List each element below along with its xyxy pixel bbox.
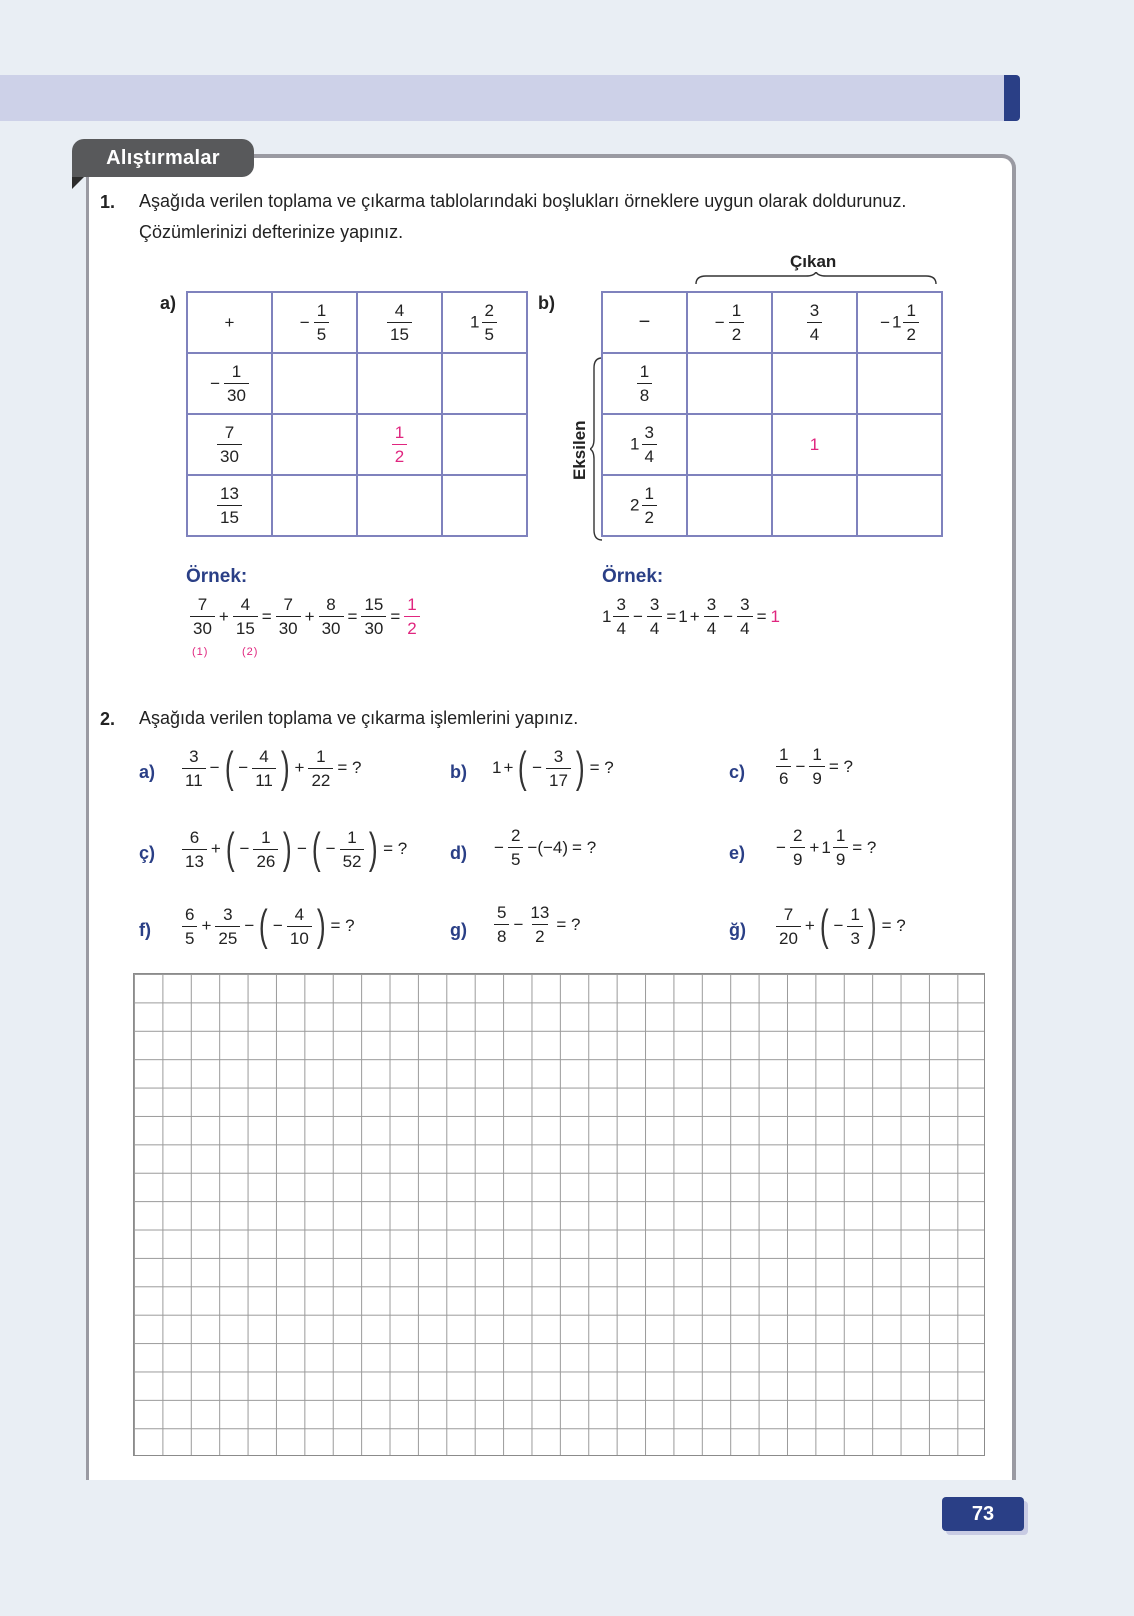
q2-label-a: a): [139, 762, 156, 782]
ornek-a-equation: 7 30 + $\frac{4}{15}$ = $\frac{7}{30}$ + $\frac{8}{30}$ = $\frac{15}{30}$ = $\frac{1}{2}$: [188, 596, 422, 637]
q1-number: 1.: [100, 192, 116, 212]
table-b-label: b): [538, 293, 555, 313]
cikan-brace: [694, 272, 938, 286]
q2-label-cedilla: ç): [139, 843, 156, 863]
table-b-cell[interactable]: [687, 353, 772, 414]
table-a-cell[interactable]: [357, 353, 442, 414]
table-b-operator: −: [602, 292, 687, 353]
q2-label-d: d): [450, 843, 467, 863]
table-b-cell[interactable]: [857, 353, 942, 414]
table-a-filled-cell: $\frac{1}{2}$: [357, 414, 442, 475]
cikan-label: Çıkan: [790, 252, 837, 271]
q2-expression-c: 1 6 − $\frac{1}{9}$ = ?: [774, 746, 855, 787]
eksilen-label: Eksilen: [570, 420, 589, 480]
table-a-row-header: − $\frac{1}{30}$: [187, 353, 272, 414]
q1-text-line1: Aşağıda verilen toplama ve çıkarma tablolarındaki boşlukları örneklere uygun olarak doldurunuz.: [139, 191, 907, 211]
ornek-a-note-2: (2): [242, 646, 259, 658]
table-b-col-header: − $\frac{1}{2}$: [687, 292, 772, 353]
ornek-b-equation: 1 3 4 − $\frac{3}{4}$ = 1 + $\frac{3}{4}$ − $\frac{3}{4}$ = 1: [602, 595, 780, 638]
table-b-cell[interactable]: [687, 475, 772, 536]
q2-label-b: b): [450, 762, 467, 782]
table-b-cell[interactable]: [772, 353, 857, 414]
table-b-row-header: $\frac{1}{8}$: [602, 353, 687, 414]
top-band-tab: [1004, 75, 1020, 121]
table-b-cell[interactable]: [857, 414, 942, 475]
table-b-cell[interactable]: [687, 414, 772, 475]
ornek-a-label: Örnek:: [186, 566, 248, 587]
table-a-operator: +: [187, 292, 272, 353]
table-a-row-header: $\frac{7}{30}$: [187, 414, 272, 475]
table-b-col-header: $\frac{3}{4}$: [772, 292, 857, 353]
q2-expression-cedilla: 6 13 + ( − $\frac{1}{26}$ ) − ( − $\frac{1}{52}$ ) = ?: [180, 827, 409, 871]
q2-expression-d: − $\frac{2}{5}$ −(−4) = ?: [494, 826, 597, 869]
section-badge: Alıştırmalar: [72, 139, 254, 177]
table-b-cell[interactable]: [857, 475, 942, 536]
table-a-cell[interactable]: [272, 475, 357, 536]
q2-label-g-breve: ğ): [729, 920, 746, 940]
top-band: [0, 75, 1005, 121]
table-a-cell[interactable]: [357, 475, 442, 536]
table-a-col-header: − $\frac{1}{5}$: [272, 292, 357, 353]
page-number: 73: [942, 1497, 1024, 1531]
graph-paper-area[interactable]: [133, 973, 985, 1456]
ornek-b-result: 1: [770, 606, 780, 626]
q2-label-c: c): [729, 762, 746, 782]
table-a-row-header: $\frac{13}{15}$: [187, 475, 272, 536]
q2-label-f: f): [139, 920, 151, 940]
ornek-a-note-1: (1): [192, 646, 209, 658]
q2-expression-g: 5 8 − $\frac{13}{2}$ = ?: [492, 904, 582, 945]
table-b: [601, 291, 943, 537]
table-b-filled-cell: 1: [772, 414, 857, 475]
table-a-col-header: 1 $\frac{2}{5}$: [442, 292, 527, 353]
table-a: [186, 291, 528, 537]
table-a-cell[interactable]: [442, 475, 527, 536]
table-b-cell[interactable]: [772, 475, 857, 536]
table-a-cell[interactable]: [272, 353, 357, 414]
table-b-row-header: 2 $\frac{1}{2}$: [602, 475, 687, 536]
table-a-cell[interactable]: [442, 353, 527, 414]
table-a-col-header: $\frac{4}{15}$: [357, 292, 442, 353]
badge-tip: [72, 177, 84, 189]
table-b-col-header: − 1 $\frac{1}{2}$: [857, 292, 942, 353]
q2-number: 2.: [100, 709, 116, 729]
q1-text-line2: Çözümlerinizi defterinize yapınız.: [139, 222, 404, 242]
q2-expression-a: 3 11 − ( − $\frac{4}{11}$ ) + $\frac{1}{22}$ = ?: [180, 746, 363, 790]
table-a-cell[interactable]: [272, 414, 357, 475]
ornek-b-label: Örnek:: [602, 566, 664, 587]
ornek-a-result: $\frac{1}{2}$: [404, 596, 419, 637]
q2-expression-g-breve: 7 20 + ( − $\frac{1}{3}$ ) = ?: [774, 904, 908, 948]
table-a-cell[interactable]: [442, 414, 527, 475]
q2-expression-f: 6 5 + $\frac{3}{25}$ − ( − $\frac{4}{10}$ ) = ?: [180, 904, 357, 948]
q2-expression-b: 1 + ( − $\frac{3}{17}$ ) = ?: [492, 743, 614, 792]
table-a-label: a): [160, 293, 177, 313]
table-b-row-header: 1 $\frac{3}{4}$: [602, 414, 687, 475]
q2-text: Aşağıda verilen toplama ve çıkarma işlemlerini yapınız.: [139, 708, 579, 728]
q2-label-g: g): [450, 920, 467, 940]
q2-label-e: e): [729, 843, 746, 863]
q2-expression-e: − $\frac{2}{9}$ + 1 $\frac{1}{9}$ = ?: [776, 826, 877, 869]
